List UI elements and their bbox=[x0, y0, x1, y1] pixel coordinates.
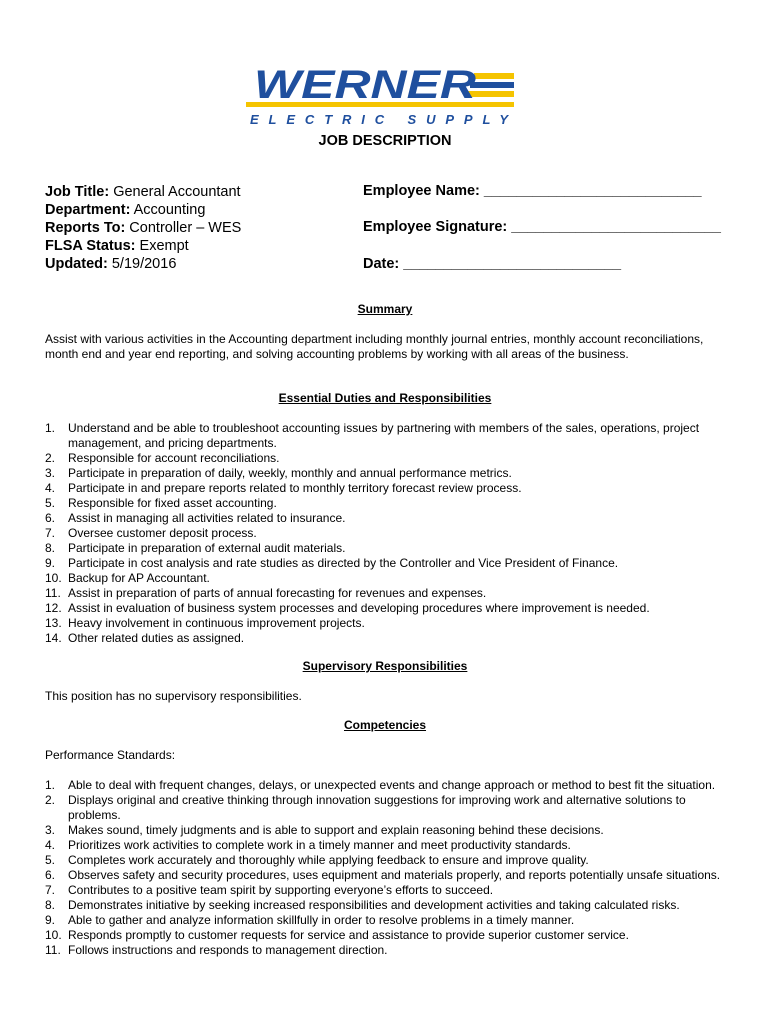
list-item-number: 5. bbox=[45, 853, 56, 867]
logo-brand-text: WERNER bbox=[254, 63, 477, 107]
list-item-number: 14. bbox=[45, 631, 62, 645]
list-item bbox=[45, 481, 725, 496]
logo-tagline-text: ELECTRIC SUPPLY bbox=[250, 112, 508, 127]
department-value: Accounting bbox=[130, 202, 206, 218]
list-item bbox=[45, 496, 725, 511]
employee-name-field[interactable]: Employee Name: ___________________________ bbox=[363, 183, 702, 199]
list-item-number: 11. bbox=[45, 943, 61, 957]
list-item-text: Participate in preparation of external audit materials. bbox=[68, 541, 346, 555]
list-item-text: Prioritizes work activities to complete work in a timely manner and meet productivity standards. bbox=[68, 838, 571, 852]
competencies-heading: Competencies bbox=[343, 718, 427, 732]
list-item-number: 9. bbox=[45, 556, 56, 570]
list-item-number: 1. bbox=[45, 778, 56, 792]
list-item-number: 1. bbox=[45, 421, 56, 435]
list-item-text: Able to gather and analyze information skillfully in order to resolve problems in a timely manner. bbox=[68, 913, 575, 927]
list-item-number: 11. bbox=[45, 586, 61, 600]
duties-list bbox=[45, 421, 725, 646]
list-item-text: Follows instructions and responds to management direction. bbox=[68, 943, 388, 957]
updated-label: Updated: bbox=[45, 256, 108, 272]
list-item bbox=[45, 586, 725, 601]
list-item-text: Demonstrates initiative by seeking increased responsibilities and development activities and taking calculated risks. bbox=[68, 898, 680, 912]
list-item-number: 7. bbox=[45, 883, 56, 897]
list-item-number: 4. bbox=[45, 838, 56, 852]
list-item bbox=[45, 793, 725, 823]
list-item-text: Completes work accurately and thoroughly while applying feedback to ensure and improve quality. bbox=[68, 853, 589, 867]
list-item-number: 2. bbox=[45, 793, 56, 807]
list-item-text: Assist in managing all activities related to insurance. bbox=[68, 511, 346, 525]
flsa-value: Exempt bbox=[135, 238, 189, 254]
list-item-text: Responds promptly to customer requests for service and assistance to provide superior customer service. bbox=[68, 928, 629, 942]
job-info-block bbox=[45, 183, 241, 273]
summary-heading: Summary bbox=[357, 302, 413, 316]
list-item bbox=[45, 466, 725, 481]
list-item bbox=[45, 928, 725, 943]
list-item bbox=[45, 421, 725, 451]
list-item-text: Makes sound, timely judgments and is able to support and explain reasoning behind these decisions. bbox=[68, 823, 604, 837]
list-item-text: Backup for AP Accountant. bbox=[68, 571, 210, 585]
list-item bbox=[45, 868, 725, 883]
list-item-number: 10. bbox=[45, 571, 62, 585]
list-item-number: 2. bbox=[45, 451, 56, 465]
list-item-text: Observes safety and security procedures, uses equipment and materials properly, and reports potentially unsafe situations. bbox=[68, 868, 721, 882]
reports-to-row bbox=[45, 219, 241, 237]
list-item-text: Responsible for account reconciliations. bbox=[68, 451, 280, 465]
competencies-list bbox=[45, 778, 725, 958]
supervisory-text: This position has no supervisory responsibilities. bbox=[45, 689, 302, 703]
list-item bbox=[45, 526, 725, 541]
list-item-text: Responsible for fixed asset accounting. bbox=[68, 496, 277, 510]
reports-to-label: Reports To: bbox=[45, 220, 126, 236]
list-item bbox=[45, 943, 725, 958]
list-item-text: Understand and be able to troubleshoot accounting issues by partnering with members of the sales, operations, project management, and pricing departments. bbox=[68, 421, 700, 450]
updated-value: 5/19/2016 bbox=[107, 256, 177, 272]
list-item-number: 4. bbox=[45, 481, 56, 495]
list-item bbox=[45, 838, 725, 853]
list-item-text: Oversee customer deposit process. bbox=[68, 526, 257, 540]
duties-heading: Essential Duties and Responsibilities bbox=[278, 391, 492, 405]
date-field[interactable]: Date: ___________________________ bbox=[363, 256, 622, 272]
list-item-number: 9. bbox=[45, 913, 56, 927]
job-title-label: Job Title: bbox=[45, 184, 110, 200]
list-item-number: 12. bbox=[45, 601, 62, 615]
list-item bbox=[45, 511, 725, 526]
list-item-number: 6. bbox=[45, 868, 56, 882]
summary-text: Assist with various activities in the Accounting department including monthly journal entries, monthly account reconciliations, month end and year end reporting, and solving accounting problems by working with all areas of the business. bbox=[45, 332, 704, 361]
employee-signature-field[interactable]: Employee Signature: __________________________ bbox=[363, 219, 721, 235]
list-item-number: 8. bbox=[45, 541, 56, 555]
list-item-text: Participate in preparation of daily, weekly, monthly and annual performance metrics. bbox=[68, 466, 512, 480]
list-item-text: Other related duties as assigned. bbox=[68, 631, 245, 645]
list-item-text: Participate in and prepare reports related to monthly territory forecast review process. bbox=[68, 481, 522, 495]
list-item bbox=[45, 556, 725, 571]
reports-to-value: Controller – WES bbox=[125, 220, 242, 236]
flsa-row bbox=[45, 237, 241, 255]
list-item bbox=[45, 913, 725, 928]
list-item bbox=[45, 778, 725, 793]
list-item-number: 5. bbox=[45, 496, 56, 510]
document-title: JOB DESCRIPTION bbox=[318, 133, 452, 149]
list-item-number: 8. bbox=[45, 898, 56, 912]
list-item-text: Able to deal with frequent changes, delays, or unexpected events and change approach or method to best fit the situation. bbox=[68, 778, 716, 792]
list-item-number: 10. bbox=[45, 928, 62, 942]
list-item-text: Heavy involvement in continuous improvement projects. bbox=[68, 616, 365, 630]
list-item bbox=[45, 601, 725, 616]
list-item-number: 7. bbox=[45, 526, 56, 540]
list-item bbox=[45, 823, 725, 838]
list-item bbox=[45, 451, 725, 466]
supervisory-heading: Supervisory Responsibilities bbox=[302, 659, 468, 673]
list-item-number: 13. bbox=[45, 616, 62, 630]
list-item-text: Participate in cost analysis and rate studies as directed by the Controller and Vice President of Finance. bbox=[68, 556, 619, 570]
list-item bbox=[45, 631, 725, 646]
flsa-label: FLSA Status: bbox=[45, 238, 136, 254]
list-item bbox=[45, 571, 725, 586]
list-item bbox=[45, 541, 725, 556]
updated-row bbox=[45, 255, 241, 273]
list-item-text: Displays original and creative thinking through innovation suggestions for improving work and alternative solutions to problems. bbox=[68, 793, 686, 822]
werner-electric-supply-logo bbox=[246, 58, 514, 128]
list-item bbox=[45, 898, 725, 913]
list-item-text: Assist in preparation of parts of annual forecasting for revenues and expenses. bbox=[68, 586, 487, 600]
list-item-text: Assist in evaluation of business system processes and developing procedures where improvement is needed. bbox=[68, 601, 650, 615]
job-title-value: General Accountant bbox=[109, 184, 241, 200]
department-row bbox=[45, 201, 241, 219]
list-item bbox=[45, 616, 725, 631]
job-title-row bbox=[45, 183, 241, 201]
list-item bbox=[45, 853, 725, 868]
list-item-text: Contributes to a positive team spirit by supporting everyone’s efforts to succeed. bbox=[68, 883, 494, 897]
list-item-number: 3. bbox=[45, 823, 56, 837]
list-item-number: 3. bbox=[45, 466, 56, 480]
list-item-number: 6. bbox=[45, 511, 56, 525]
list-item bbox=[45, 883, 725, 898]
department-label: Department: bbox=[45, 202, 131, 218]
performance-standards-label: Performance Standards: bbox=[45, 748, 176, 762]
